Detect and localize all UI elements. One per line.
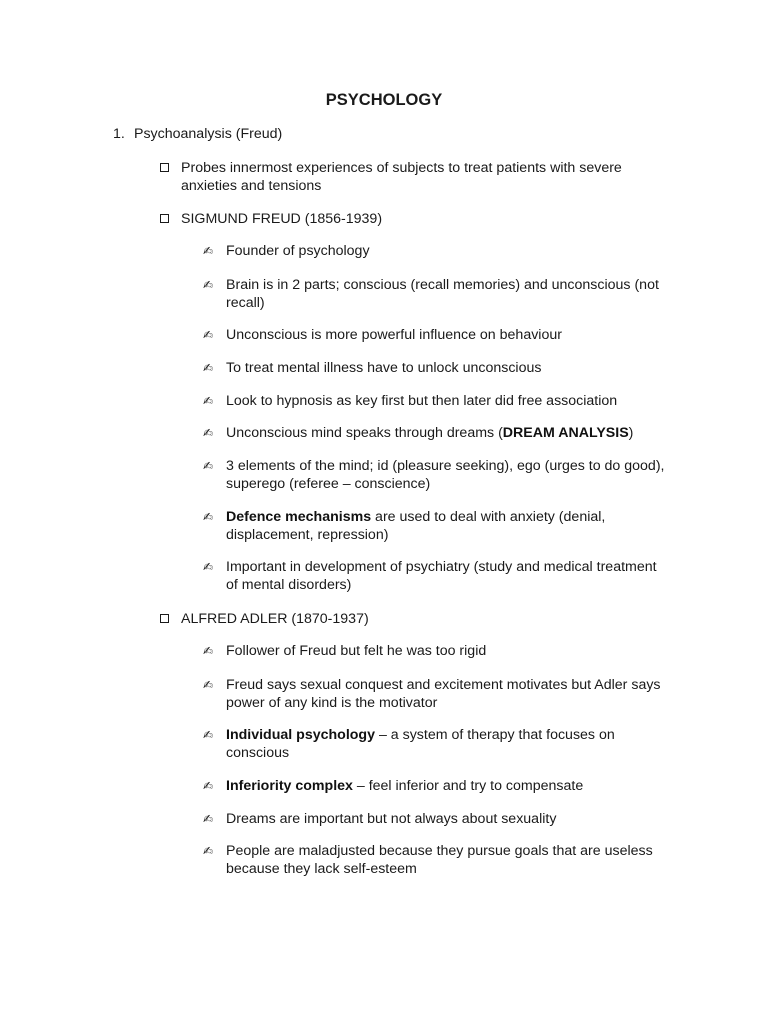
list-item-text xyxy=(226,359,666,377)
list-number: 1. xyxy=(113,126,125,142)
text-run: Founder of psychology xyxy=(226,243,370,259)
list-item-text xyxy=(226,424,666,442)
page-title: PSYCHOLOGY xyxy=(325,91,443,109)
bold-term: DREAM ANALYSIS xyxy=(502,425,629,441)
text-run: People are maladjusted because they pursue goals that are useless because they lack self-esteem xyxy=(226,843,653,877)
text-run: – a system of therapy that focuses on conscious xyxy=(226,727,615,761)
writing-hand-icon: ✍ xyxy=(203,728,214,742)
checkbox-square-icon xyxy=(160,214,169,223)
writing-hand-icon: ✍ xyxy=(203,361,214,375)
text-run: Follower of Freud but felt he was too rigid xyxy=(226,643,487,659)
checkbox-square-icon xyxy=(160,163,169,172)
bold-term: Individual psychology xyxy=(226,727,375,743)
writing-hand-icon: ✍ xyxy=(203,510,214,524)
list-item-text xyxy=(226,508,666,544)
list-item-text xyxy=(226,842,666,878)
list-item-text xyxy=(226,392,666,410)
list-item-text xyxy=(226,242,666,260)
writing-hand-icon: ✍ xyxy=(203,560,214,574)
text-run: Unconscious is more powerful influence on behaviour xyxy=(226,327,562,343)
box-bullet-text: SIGMUND FREUD (1856-1939) xyxy=(181,211,383,227)
box-bullet-text: ALFRED ADLER (1870-1937) xyxy=(181,611,369,627)
box-bullet-text: Probes innermost experiences of subjects to treat patients with severe anxieties and tensions xyxy=(181,160,622,194)
list-item-text xyxy=(226,726,666,762)
writing-hand-icon: ✍ xyxy=(203,394,214,408)
list-item-text xyxy=(226,558,666,594)
list-item-text xyxy=(226,676,666,712)
text-run: – feel inferior and try to compensate xyxy=(352,778,584,794)
writing-hand-icon: ✍ xyxy=(203,328,214,342)
list-item-text xyxy=(226,642,666,660)
writing-hand-icon: ✍ xyxy=(203,779,214,793)
bold-term: Defence mechanisms xyxy=(226,509,372,525)
list-item-text xyxy=(226,276,666,312)
list-item-text xyxy=(226,326,666,344)
section-heading-text: Psychoanalysis (Freud) xyxy=(134,126,283,142)
text-run: ) xyxy=(628,425,634,441)
writing-hand-icon: ✍ xyxy=(203,812,214,826)
text-run: Freud says sexual conquest and excitement motivates but Adler says power of any kind is the motivator xyxy=(226,677,661,711)
text-run: Look to hypnosis as key first but then later did free association xyxy=(226,393,618,409)
list-item-text xyxy=(226,777,666,795)
writing-hand-icon: ✍ xyxy=(203,678,214,692)
text-run: Brain is in 2 parts; conscious (recall memories) and unconscious (not recall) xyxy=(226,277,659,311)
bold-term: Inferiority complex xyxy=(226,778,353,794)
text-run: are used to deal with anxiety (denial, displacement, repression) xyxy=(226,509,606,543)
writing-hand-icon: ✍ xyxy=(203,459,214,473)
list-item-text xyxy=(226,810,666,828)
writing-hand-icon: ✍ xyxy=(203,644,214,658)
checkbox-square-icon xyxy=(160,614,169,623)
writing-hand-icon: ✍ xyxy=(203,278,214,292)
writing-hand-icon: ✍ xyxy=(203,244,214,258)
writing-hand-icon: ✍ xyxy=(203,426,214,440)
list-item-text xyxy=(226,457,666,493)
text-run: Dreams are important but not always about sexuality xyxy=(226,811,557,827)
writing-hand-icon: ✍ xyxy=(203,844,214,858)
text-run: 3 elements of the mind; id (pleasure seeking), ego (urges to do good), superego (referee – conscience) xyxy=(226,458,665,492)
text-run: To treat mental illness have to unlock unconscious xyxy=(226,360,542,376)
text-run: Important in development of psychiatry (study and medical treatment of mental disorders) xyxy=(226,559,657,593)
text-run: Unconscious mind speaks through dreams ( xyxy=(226,425,503,441)
